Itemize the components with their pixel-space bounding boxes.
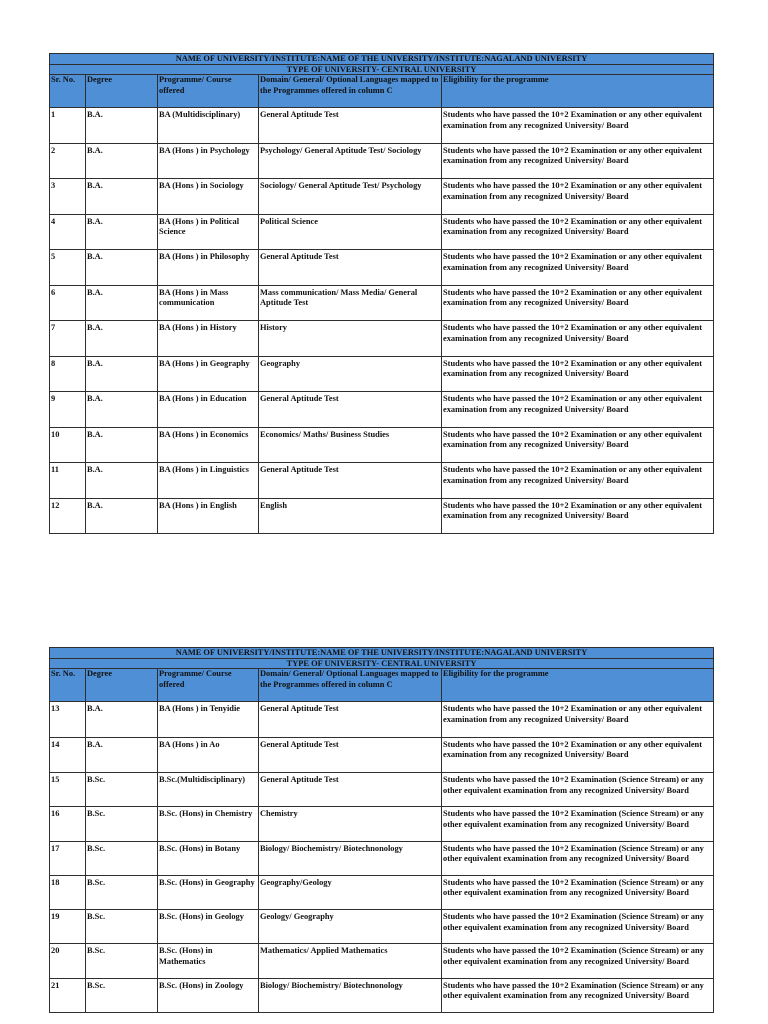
university-type-title: TYPE OF UNIVERSITY- CENTRAL UNIVERSITY: [50, 64, 714, 75]
cell-degree: B.A.: [86, 356, 158, 392]
table-row: [50, 250, 714, 286]
header-degree: Degree: [86, 669, 158, 702]
header-eligibility: Eligibility for the programme: [442, 669, 714, 702]
column-header-row: [50, 75, 714, 108]
cell-domain: Mathematics/ Applied Mathematics: [259, 944, 442, 978]
table-row: [50, 392, 714, 428]
column-header-row: [50, 669, 714, 702]
cell-domain: Biology/ Biochemistry/ Biotechnonology: [259, 978, 442, 1012]
cell-sr-no: 12: [50, 498, 86, 534]
table-row: [50, 910, 714, 944]
cell-domain: Chemistry: [259, 807, 442, 841]
table-row: [50, 841, 714, 875]
cell-programme: BA (Hons ) in Ao: [158, 737, 259, 773]
table-row: [50, 356, 714, 392]
university-name-title: NAME OF UNIVERSITY/INSTITUTE:NAME OF THE UNIVERSITY/INSTITUTE:NAGALAND UNIVERSITY: [50, 648, 714, 659]
cell-degree: B.A.: [86, 108, 158, 144]
cell-domain: Biology/ Biochemistry/ Biotechnonology: [259, 841, 442, 875]
cell-eligibility: Students who have passed the 10+2 Examination or any other equivalent examination from any recognized University/ Board: [442, 214, 714, 250]
cell-degree: B.Sc.: [86, 807, 158, 841]
table-row: [50, 702, 714, 738]
cell-sr-no: 11: [50, 463, 86, 499]
university-name-row: [50, 54, 714, 65]
university-type-row: [50, 64, 714, 75]
header-sr-no: Sr. No.: [50, 75, 86, 108]
cell-sr-no: 13: [50, 702, 86, 738]
cell-sr-no: 5: [50, 250, 86, 286]
table-row: [50, 498, 714, 534]
table-row: [50, 427, 714, 463]
cell-domain: General Aptitude Test: [259, 702, 442, 738]
table-row: [50, 285, 714, 321]
cell-sr-no: 10: [50, 427, 86, 463]
cell-degree: B.A.: [86, 498, 158, 534]
university-type-title: TYPE OF UNIVERSITY- CENTRAL UNIVERSITY: [50, 658, 714, 669]
cell-eligibility: Students who have passed the 10+2 Examination (Science Stream) or any other equivalent examination from any recognized University/ Board: [442, 875, 714, 909]
cell-eligibility: Students who have passed the 10+2 Examination or any other equivalent examination from any recognized University/ Board: [442, 498, 714, 534]
cell-degree: B.Sc.: [86, 978, 158, 1012]
cell-programme: BA (Hons ) in Sociology: [158, 179, 259, 215]
cell-sr-no: 3: [50, 179, 86, 215]
cell-degree: B.A.: [86, 427, 158, 463]
header-domain: Domain/ General/ Optional Languages mapped to the Programmes offered in column C: [259, 75, 442, 108]
header-domain: Domain/ General/ Optional Languages mapped to the Programmes offered in column C: [259, 669, 442, 702]
cell-sr-no: 2: [50, 143, 86, 179]
table-row: [50, 773, 714, 807]
cell-programme: BA (Hons ) in Tenyidie: [158, 702, 259, 738]
cell-degree: B.Sc.: [86, 910, 158, 944]
cell-degree: B.A.: [86, 285, 158, 321]
table-row: [50, 108, 714, 144]
cell-programme: B.Sc.(Multidisciplinary): [158, 773, 259, 807]
table-row: [50, 321, 714, 357]
programme-table-1: [49, 53, 714, 534]
cell-eligibility: Students who have passed the 10+2 Examination or any other equivalent examination from any recognized University/ Board: [442, 427, 714, 463]
table-row: [50, 179, 714, 215]
cell-domain: General Aptitude Test: [259, 108, 442, 144]
cell-degree: B.A.: [86, 179, 158, 215]
programme-table-2: [49, 647, 714, 1013]
cell-sr-no: 20: [50, 944, 86, 978]
table-row: [50, 214, 714, 250]
cell-programme: BA (Hons ) in Philosophy: [158, 250, 259, 286]
cell-degree: B.Sc.: [86, 773, 158, 807]
cell-domain: Political Science: [259, 214, 442, 250]
cell-domain: History: [259, 321, 442, 357]
cell-eligibility: Students who have passed the 10+2 Examination or any other equivalent examination from any recognized University/ Board: [442, 463, 714, 499]
cell-eligibility: Students who have passed the 10+2 Examination or any other equivalent examination from any recognized University/ Board: [442, 737, 714, 773]
cell-sr-no: 7: [50, 321, 86, 357]
cell-eligibility: Students who have passed the 10+2 Examination (Science Stream) or any other equivalent examination from any recognized University/ Board: [442, 944, 714, 978]
cell-domain: General Aptitude Test: [259, 737, 442, 773]
cell-domain: Economics/ Maths/ Business Studies: [259, 427, 442, 463]
header-degree: Degree: [86, 75, 158, 108]
cell-degree: B.A.: [86, 463, 158, 499]
cell-domain: Geography/Geology: [259, 875, 442, 909]
cell-eligibility: Students who have passed the 10+2 Examination or any other equivalent examination from any recognized University/ Board: [442, 321, 714, 357]
cell-programme: BA (Hons ) in History: [158, 321, 259, 357]
cell-domain: General Aptitude Test: [259, 773, 442, 807]
table-row: [50, 807, 714, 841]
header-programme: Programme/ Course offered: [158, 669, 259, 702]
cell-eligibility: Students who have passed the 10+2 Examination (Science Stream) or any other equivalent examination from any recognized University/ Board: [442, 773, 714, 807]
university-name-title: NAME OF UNIVERSITY/INSTITUTE:NAME OF THE UNIVERSITY/INSTITUTE:NAGALAND UNIVERSITY: [50, 54, 714, 65]
cell-eligibility: Students who have passed the 10+2 Examination or any other equivalent examination from any recognized University/ Board: [442, 108, 714, 144]
cell-degree: B.A.: [86, 214, 158, 250]
cell-programme: B.Sc. (Hons) in Chemistry: [158, 807, 259, 841]
cell-programme: B.Sc. (Hons) in Zoology: [158, 978, 259, 1012]
cell-programme: BA (Multidisciplinary): [158, 108, 259, 144]
cell-eligibility: Students who have passed the 10+2 Examination or any other equivalent examination from any recognized University/ Board: [442, 392, 714, 428]
cell-programme: B.Sc. (Hons) in Geology: [158, 910, 259, 944]
university-type-row: [50, 658, 714, 669]
cell-degree: B.A.: [86, 737, 158, 773]
cell-domain: Geology/ Geography: [259, 910, 442, 944]
header-programme: Programme/ Course offered: [158, 75, 259, 108]
cell-programme: BA (Hons ) in Geography: [158, 356, 259, 392]
table-row: [50, 463, 714, 499]
cell-eligibility: Students who have passed the 10+2 Examination (Science Stream) or any other equivalent examination from any recognized University/ Board: [442, 841, 714, 875]
cell-domain: Mass communication/ Mass Media/ General Aptitude Test: [259, 285, 442, 321]
cell-degree: B.A.: [86, 702, 158, 738]
cell-eligibility: Students who have passed the 10+2 Examination or any other equivalent examination from any recognized University/ Board: [442, 179, 714, 215]
cell-sr-no: 4: [50, 214, 86, 250]
cell-eligibility: Students who have passed the 10+2 Examination or any other equivalent examination from any recognized University/ Board: [442, 285, 714, 321]
cell-eligibility: Students who have passed the 10+2 Examination or any other equivalent examination from any recognized University/ Board: [442, 143, 714, 179]
cell-sr-no: 17: [50, 841, 86, 875]
cell-programme: BA (Hons ) in Linguistics: [158, 463, 259, 499]
cell-degree: B.A.: [86, 143, 158, 179]
cell-programme: BA (Hons ) in Mass communication: [158, 285, 259, 321]
table-row: [50, 875, 714, 909]
cell-programme: B.Sc. (Hons) in Botany: [158, 841, 259, 875]
header-sr-no: Sr. No.: [50, 669, 86, 702]
cell-domain: General Aptitude Test: [259, 250, 442, 286]
cell-programme: BA (Hons ) in Psychology: [158, 143, 259, 179]
cell-domain: English: [259, 498, 442, 534]
cell-degree: B.A.: [86, 250, 158, 286]
university-name-row: [50, 648, 714, 659]
cell-sr-no: 9: [50, 392, 86, 428]
table-row: [50, 944, 714, 978]
cell-eligibility: Students who have passed the 10+2 Examination or any other equivalent examination from any recognized University/ Board: [442, 250, 714, 286]
cell-domain: General Aptitude Test: [259, 463, 442, 499]
cell-domain: Geography: [259, 356, 442, 392]
cell-sr-no: 19: [50, 910, 86, 944]
cell-sr-no: 18: [50, 875, 86, 909]
cell-programme: BA (Hons ) in Economics: [158, 427, 259, 463]
cell-eligibility: Students who have passed the 10+2 Examination (Science Stream) or any other equivalent examination from any recognized University/ Board: [442, 978, 714, 1012]
cell-eligibility: Students who have passed the 10+2 Examination (Science Stream) or any other equivalent examination from any recognized University/ Board: [442, 807, 714, 841]
cell-sr-no: 1: [50, 108, 86, 144]
cell-eligibility: Students who have passed the 10+2 Examination or any other equivalent examination from any recognized University/ Board: [442, 356, 714, 392]
cell-sr-no: 8: [50, 356, 86, 392]
cell-eligibility: Students who have passed the 10+2 Examination (Science Stream) or any other equivalent examination from any recognized University/ Board: [442, 910, 714, 944]
cell-programme: BA (Hons ) in English: [158, 498, 259, 534]
cell-sr-no: 14: [50, 737, 86, 773]
cell-degree: B.Sc.: [86, 944, 158, 978]
cell-programme: BA (Hons ) in Education: [158, 392, 259, 428]
cell-sr-no: 15: [50, 773, 86, 807]
cell-programme: B.Sc. (Hons) in Geography: [158, 875, 259, 909]
cell-sr-no: 16: [50, 807, 86, 841]
cell-domain: Sociology/ General Aptitude Test/ Psychology: [259, 179, 442, 215]
cell-sr-no: 6: [50, 285, 86, 321]
cell-domain: Psychology/ General Aptitude Test/ Sociology: [259, 143, 442, 179]
cell-programme: BA (Hons ) in Political Science: [158, 214, 259, 250]
cell-programme: B.Sc. (Hons) in Mathematics: [158, 944, 259, 978]
cell-degree: B.Sc.: [86, 875, 158, 909]
cell-sr-no: 21: [50, 978, 86, 1012]
table-row: [50, 143, 714, 179]
table-row: [50, 978, 714, 1012]
cell-degree: B.A.: [86, 392, 158, 428]
cell-domain: General Aptitude Test: [259, 392, 442, 428]
header-eligibility: Eligibility for the programme: [442, 75, 714, 108]
cell-eligibility: Students who have passed the 10+2 Examination or any other equivalent examination from any recognized University/ Board: [442, 702, 714, 738]
cell-degree: B.A.: [86, 321, 158, 357]
table-row: [50, 737, 714, 773]
cell-degree: B.Sc.: [86, 841, 158, 875]
